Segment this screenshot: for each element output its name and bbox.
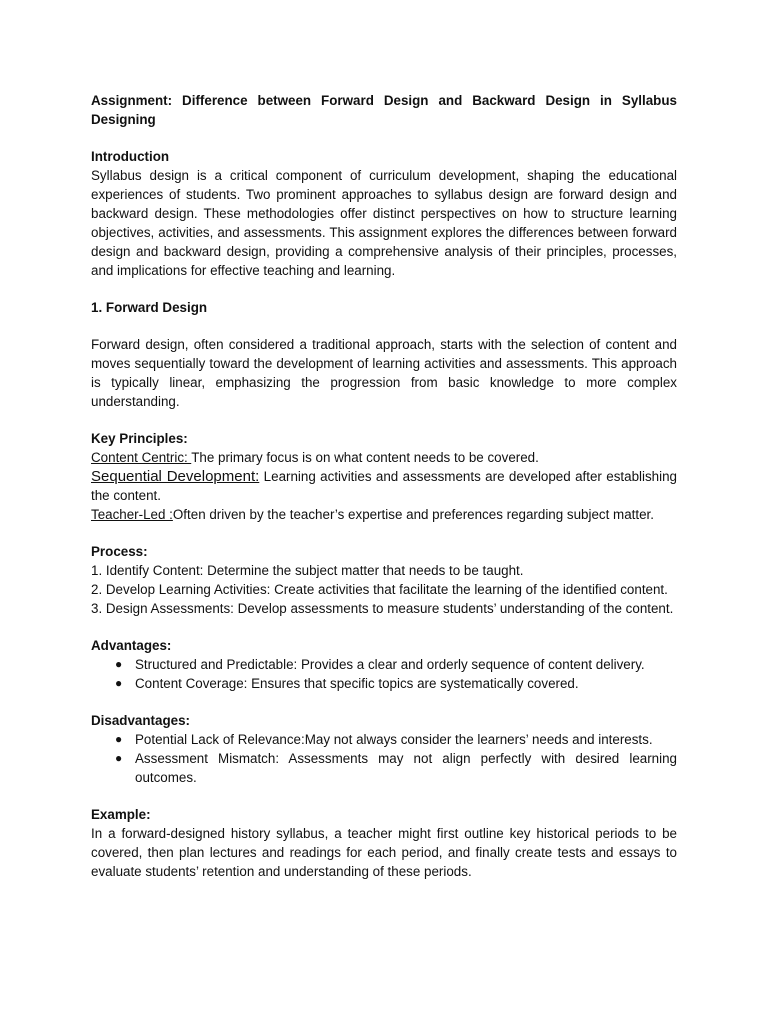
principle-teacher-led (91, 505, 677, 524)
forward-design-heading: 1. Forward Design (91, 300, 208, 315)
document-title: Assignment: Difference between Forward Design and Backward Design in Syllabus Designing (91, 93, 677, 127)
key-principles-heading: Key Principles: (91, 431, 188, 446)
list-item-text: Potential Lack of Relevance:May not always consider the learners’ needs and interests. (135, 732, 653, 747)
principle-term: Content Centric: (91, 450, 192, 465)
list-item-text: Assessment Mismatch: Assessments may not align perfectly with desired learning outcomes. (135, 751, 677, 785)
bullet-icon: ● (115, 657, 123, 671)
disadvantages-list (91, 730, 677, 787)
list-item (91, 655, 677, 674)
introduction-heading: Introduction (91, 149, 170, 164)
advantages-list (91, 655, 677, 693)
introduction-text: Syllabus design is a critical component of curriculum development, shaping the educational experiences of students. Two prominent approaches to syllabus design are forward design and backward design. These methodologies offer distinct perspectives on how to structure learning objectives, activities, and assessments. This assignment explores the differences between forward design and backward design, providing a comprehensive analysis of their principles, processes, and implications for effective teaching and learning. (91, 168, 677, 278)
list-item-text: Content Coverage: Ensures that specific topics are systematically covered. (135, 676, 579, 691)
list-item-text: Structured and Predictable: Provides a clear and orderly sequence of content delivery. (135, 657, 645, 672)
principle-term: Sequential Development: (91, 468, 260, 485)
principle-content-centric (91, 448, 677, 467)
example-text: In a forward-designed history syllabus, a teacher might first outline key historical periods to be covered, then plan lectures and readings for each period, and finally create tests and essays to evaluate students’ retention and understanding of these periods. (91, 826, 677, 879)
disadvantages-heading: Disadvantages: (91, 713, 190, 728)
list-item (91, 749, 677, 787)
bullet-icon: ● (115, 732, 123, 746)
forward-design-intro: Forward design, often considered a traditional approach, starts with the selection of content and moves sequentially toward the development of learning activities and assessments. This approach is typically linear, emphasizing the progression from basic knowledge to more complex understanding. (91, 337, 677, 409)
principle-sequential-development (91, 467, 677, 505)
principle-text: Often driven by the teacher’s expertise and preferences regarding subject matter. (172, 507, 654, 522)
principle-text: The primary focus is on what content needs to be covered. (191, 450, 539, 465)
bullet-icon: ● (115, 751, 123, 765)
process-step: 2. Develop Learning Activities: Create activities that facilitate the learning of the identified content. (91, 582, 668, 597)
process-step: 3. Design Assessments: Develop assessments to measure students’ understanding of the content. (91, 601, 674, 616)
list-item (91, 730, 677, 749)
process-step: 1. Identify Content: Determine the subject matter that needs to be taught. (91, 563, 524, 578)
principle-term: Teacher-Led : (91, 507, 173, 522)
process-heading: Process: (91, 544, 148, 559)
bullet-icon: ● (115, 676, 123, 690)
advantages-heading: Advantages: (91, 638, 172, 653)
principle-text: Learning activities and assessments are developed after establishing the content. (91, 469, 677, 503)
example-heading: Example: (91, 807, 151, 822)
list-item (91, 674, 677, 693)
document-content (91, 91, 677, 881)
